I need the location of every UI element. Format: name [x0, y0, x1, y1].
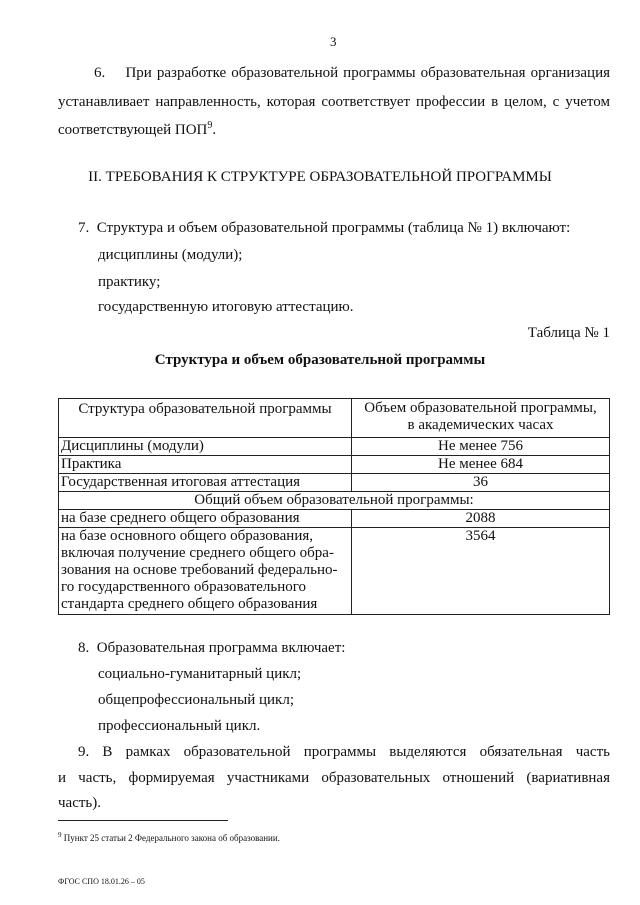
table-caption: Таблица № 1 — [527, 325, 610, 341]
cell-line: го государственного образовательного — [61, 579, 307, 595]
table-cell: 36 — [352, 474, 610, 492]
table-row — [59, 528, 610, 615]
table-cell: 3564 — [352, 528, 610, 615]
paragraph-7-intro: 7. Структура и объем образовательной программы (таблица № 1) включают: — [78, 220, 571, 236]
footnote-divider — [58, 820, 228, 821]
paragraph-9-line-2: и часть, формируемая участниками образовательных отношений (вариативная — [58, 770, 610, 786]
list-item: практику; — [98, 274, 161, 290]
paragraph-6-line-3: соответствующей ПОП$^9$. — [58, 120, 217, 138]
header-line: Объем образовательной программы, — [364, 400, 597, 416]
paragraph-6-line-2: устанавливает направленность, которая соответствует профессии в целом, с учетом — [58, 94, 610, 110]
paragraph-6-line-1: 6. При разработке образовательной программы образовательная организация — [94, 65, 610, 81]
table-row — [59, 510, 610, 528]
footnote-text: Пункт 25 статьи 2 Федерального закона об образовании. — [61, 833, 280, 843]
table-header-row — [59, 399, 610, 438]
cell-line: зования на основе требований федерально- — [61, 562, 338, 578]
table-row — [59, 438, 610, 456]
table-title: Структура и объем образовательной программы — [154, 352, 486, 368]
table-row — [59, 474, 610, 492]
structure-table — [58, 398, 610, 615]
table-row — [59, 456, 610, 474]
list-item: государственную итоговую аттестацию. — [98, 299, 354, 315]
table-cell: 2088 — [352, 510, 610, 528]
list-item: дисциплины (модули); — [98, 247, 243, 263]
section-heading: II. ТРЕБОВАНИЯ К СТРУКТУРЕ ОБРАЗОВАТЕЛЬНОЙ ПРОГРАММЫ — [88, 169, 552, 185]
table-cell: Дисциплины (модули) — [59, 438, 352, 456]
paragraph-9-line-1: 9. В рамках образовательной программы выделяются обязательная часть — [78, 744, 610, 760]
list-item: профессиональный цикл. — [98, 718, 261, 734]
table-cell — [59, 528, 352, 615]
table-cell: Практика — [59, 456, 352, 474]
document-code-footer: ФГОС СПО 18.01.26 – 05 — [58, 877, 145, 886]
table-cell: Не менее 756 — [352, 438, 610, 456]
table-row — [59, 492, 610, 510]
table-cell: Не менее 684 — [352, 456, 610, 474]
table-cell: Государственная итоговая аттестация — [59, 474, 352, 492]
cell-line: на базе основного общего образования, — [61, 528, 313, 544]
table-total-label: Общий объем образовательной программы: — [59, 492, 610, 510]
paragraph-9-line-3: часть). — [58, 795, 102, 811]
cell-line: включая получение среднего общего обра- — [61, 545, 334, 561]
footnote — [58, 832, 280, 844]
list-item: социально-гуманитарный цикл; — [98, 666, 302, 682]
paragraph-8-intro: 8. Образовательная программа включает: — [78, 640, 346, 656]
header-line: в академических часах — [407, 417, 554, 433]
table-header-cell: Структура образовательной программы — [59, 399, 352, 438]
page-number: 3 — [330, 34, 337, 49]
table-cell: на базе среднего общего образования — [59, 510, 352, 528]
footnote-ref: 9 — [207, 120, 213, 131]
footnote-mark: 9 — [58, 831, 62, 839]
list-item: общепрофессиональный цикл; — [98, 692, 294, 708]
table-header-cell — [352, 399, 610, 438]
cell-line: стандарта среднего общего образования — [61, 596, 318, 612]
